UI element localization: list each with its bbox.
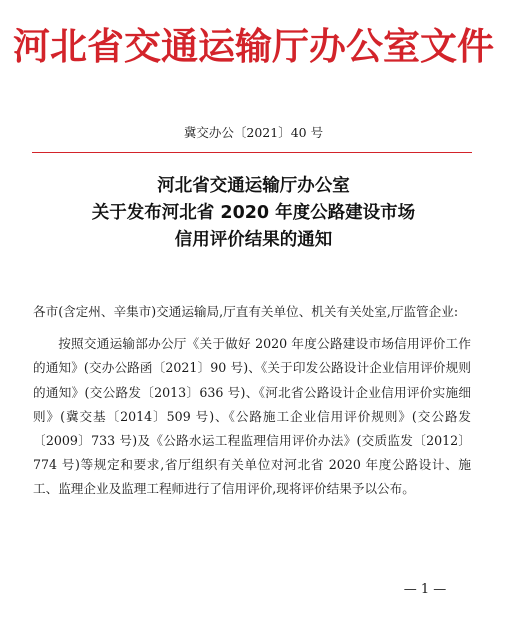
red-divider-line	[32, 152, 472, 153]
body-paragraph: 按照交通运输部办公厅《关于做好 2020 年度公路建设市场信用评价工作的通知》(交办公路函〔2021〕90 号)、《关于印发公路设计企业信用评价规则的通知》(交公路发〔2013〕636 号)、《河北省公路设计企业信用评价实施细则》(冀交基〔2014〕509 号)、《公路施工企业信用评价规则》(交公路发〔2009〕733 号)及《公路水运工程监理信用评价办法》(交质监发〔2012〕774 号)等规定和要求,省厅组织有关单位对河北省 2020 年度公路设计、施工、监理企业及监理工程师进行了信用评价,现将评价结果予以公布。	[33, 336, 471, 497]
salutation: 各市(含定州、辛集市)交通运输局,厅直有关单位、机关有关处室,厅监管企业:	[33, 304, 459, 319]
page-number: — 1 —	[403, 582, 447, 597]
notice-title	[0, 173, 507, 254]
notice-title-line-1: 河北省交通运输厅办公室	[157, 176, 350, 196]
document-number: 冀交办公〔2021〕40 号	[183, 125, 324, 140]
document-body	[33, 300, 471, 502]
document-header-title: 河北省交通运输厅办公室文件	[13, 24, 494, 68]
notice-title-line-3: 信用评价结果的通知	[174, 230, 333, 250]
notice-title-line-2: 关于发布河北省 2020 年度公路建设市场	[91, 203, 416, 223]
